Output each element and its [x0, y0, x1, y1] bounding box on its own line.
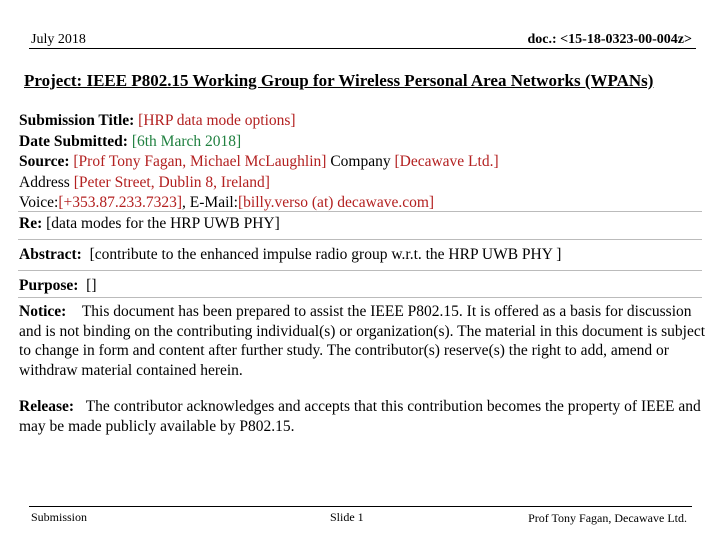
submission-title-value: [HRP data mode options] [138, 112, 296, 129]
voice-label: Voice: [19, 194, 59, 211]
abstract-value: [contribute to the enhanced impulse radio group w.r.t. the HRP UWB PHY ] [89, 246, 562, 263]
address-value: [Peter Street, Dublin 8, Ireland] [73, 173, 270, 191]
submission-title-line [19, 111, 709, 132]
purpose-label: Purpose: [19, 277, 79, 294]
header-doc-id: doc.: <15-18-0323-00-004z> [527, 32, 692, 47]
header-divider [29, 48, 696, 49]
re-label: Re: [19, 215, 43, 232]
release-label: Release: [19, 398, 75, 415]
footer-submission: Submission [31, 510, 88, 524]
source-line [19, 152, 709, 173]
source-value: [Prof Tony Fagan, Michael McLaughlin] [73, 153, 327, 170]
re-value: [data modes for the HRP UWB PHY] [46, 215, 280, 232]
abstract-line [19, 245, 709, 266]
footer-author: Prof Tony Fagan, Decawave Ltd. [528, 511, 687, 525]
email-label: E-Mail: [189, 194, 238, 211]
email-value: [billy.verso (at) decawave.com] [238, 194, 435, 211]
purpose-value: [] [86, 277, 97, 294]
voice-value: [+353.87.233.7323] [58, 194, 183, 211]
contact-line: Voice:[+353.87.233.7323], E-Mail:[billy.verso (at) decawave.com] [19, 194, 435, 211]
notice-label: Notice: [19, 303, 67, 320]
divider-2 [18, 239, 702, 240]
date-submitted-line [19, 132, 709, 153]
address-label: Address [19, 173, 70, 191]
footer-slide-number: Slide 1 [330, 510, 364, 524]
project-title: Project: IEEE P802.15 Working Group for Wireless Personal Area Networks (WPANs) [24, 71, 654, 90]
notice-paragraph [19, 302, 709, 380]
source-label: Source: [19, 153, 70, 170]
submission-title-label: Submission Title: [19, 112, 135, 129]
release-paragraph [19, 397, 709, 436]
footer-divider [29, 506, 692, 507]
divider-3 [18, 270, 702, 271]
company-value: [Decawave Ltd.] [394, 153, 499, 170]
address-line [19, 173, 709, 194]
notice-text: This document has been prepared to assist the IEEE P802.15. It is offered as a basis for discussion and is not binding on the contributing individual(s) or organization(s). The material in this document is subject to change in form and content after further study. The contributor(s) reserve(s) the right to add, amend or withdraw material contained herein. [19, 303, 706, 379]
header-date: July 2018 [31, 32, 86, 47]
divider-4 [18, 297, 702, 298]
date-submitted-label: Date Submitted: [19, 132, 128, 150]
date-submitted-value: [6th March 2018] [131, 132, 242, 150]
submission-block [19, 111, 709, 214]
release-text: The contributor acknowledges and accepts that this contribution becomes the property of IEEE and may be made publicly available by P802.15. [19, 398, 701, 435]
company-label: Company [330, 153, 391, 170]
divider-1 [18, 211, 702, 212]
purpose-line [19, 276, 709, 297]
abstract-label: Abstract: [19, 246, 82, 263]
re-line [19, 214, 709, 235]
